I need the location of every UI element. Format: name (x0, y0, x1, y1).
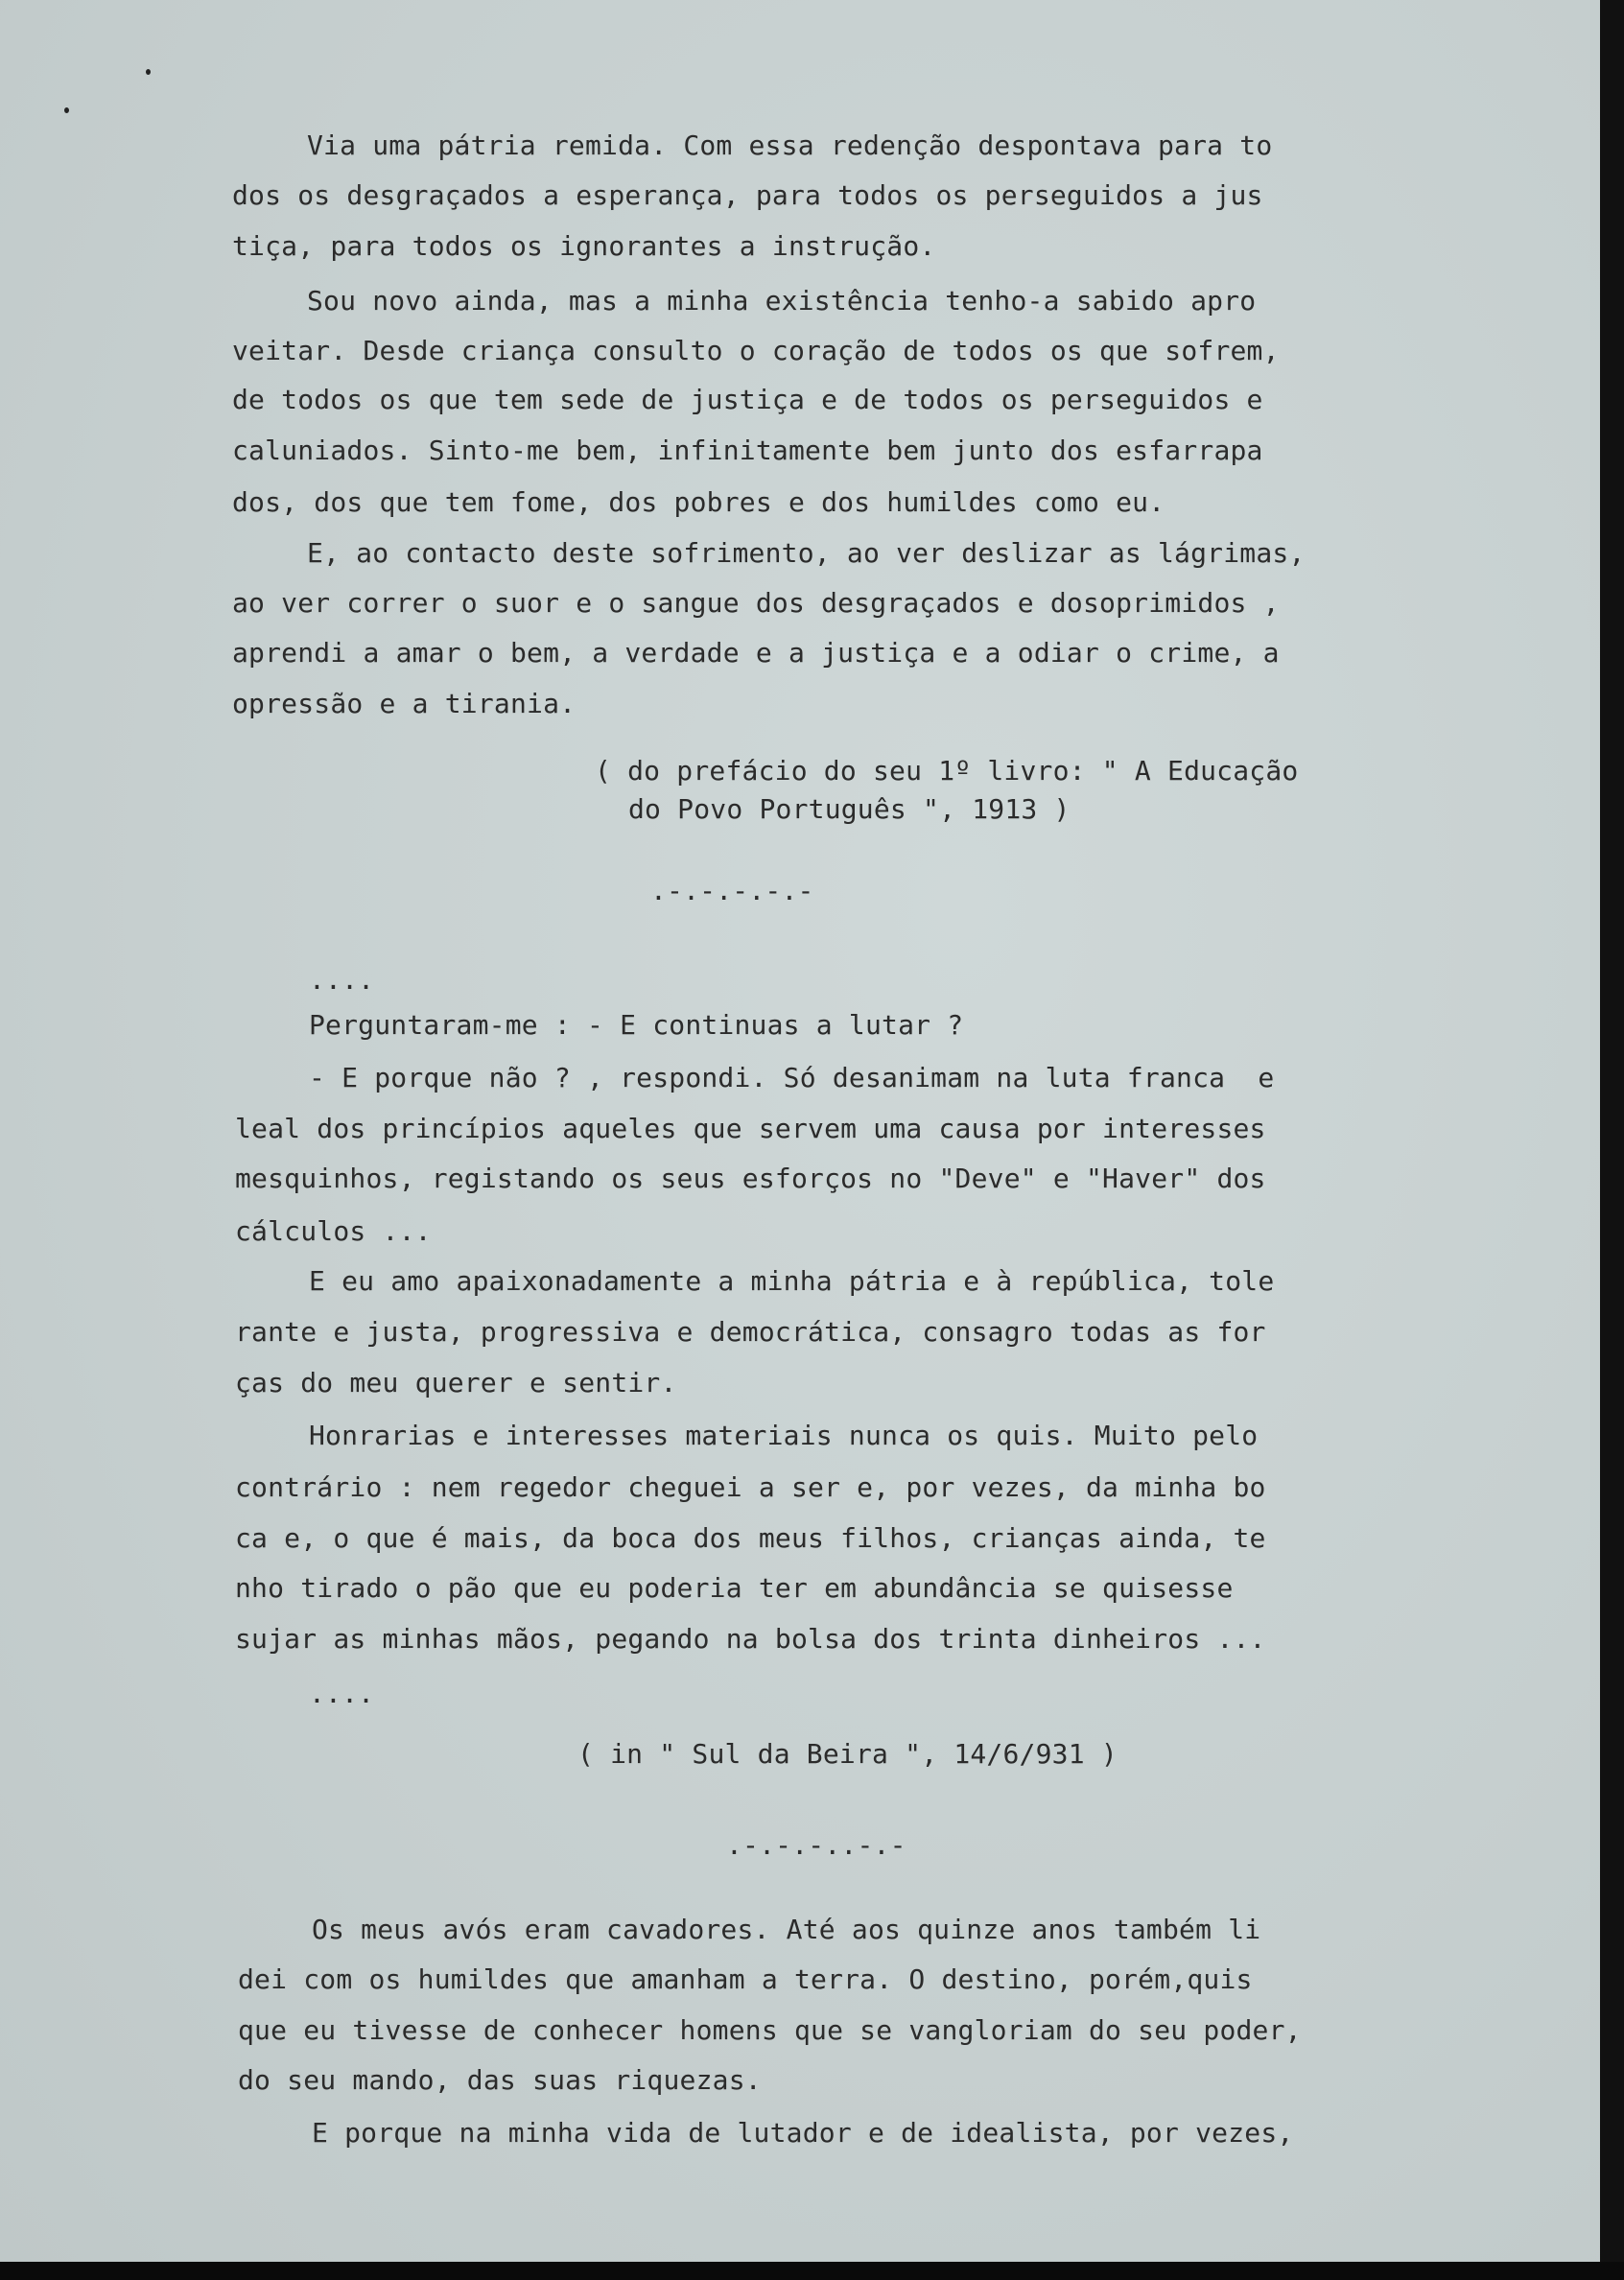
ink-speck (146, 69, 151, 75)
citation-line: ( in " Sul da Beira ", 14/6/931 ) (577, 1738, 1118, 1770)
text-line: veitar. Desde criança consulto o coração de todos os que sofrem, (232, 335, 1280, 366)
text-line: dos, dos que tem fome, dos pobres e dos humildes como eu. (232, 486, 1165, 518)
scan-border-bottom (0, 2262, 1624, 2280)
text-line: ças do meu querer e sentir. (235, 1367, 677, 1399)
text-line: E porque na minha vida de lutador e de idealista, por vezes, (312, 2117, 1294, 2149)
text-line: E, ao contacto deste sofrimento, ao ver deslizar as lágrimas, (307, 537, 1306, 569)
separator: .-.-.-..-.- (726, 1829, 906, 1861)
ink-speck (64, 107, 69, 113)
text-line: rante e justa, progressiva e democrática, consagro todas as for (235, 1316, 1266, 1348)
text-line: dos os desgraçados a esperança, para todos os perseguidos a jus (232, 179, 1263, 211)
separator: .-.-.-.-.- (650, 875, 814, 906)
text-line: mesquinhos, registando os seus esforços no "Deve" e "Haver" dos (235, 1163, 1266, 1194)
text-line: leal dos princípios aqueles que servem uma causa por interesses (235, 1113, 1266, 1144)
citation-line: ( do prefácio do seu 1º livro: " A Educação (595, 755, 1299, 787)
text-line: - E porque não ? , respondi. Só desanimam na luta franca e (309, 1062, 1275, 1093)
text-line: caluniados. Sinto-me bem, infinitamente bem junto dos esfarrapa (232, 435, 1263, 466)
text-line: Via uma pátria remida. Com essa redenção despontava para to (307, 129, 1273, 161)
text-line: Perguntaram-me : - E continuas a lutar ? (309, 1009, 964, 1041)
text-line: Honrarias e interesses materiais nunca os quis. Muito pelo (309, 1420, 1259, 1451)
text-line: ao ver correr o suor e o sangue dos desgraçados e dosoprimidos , (232, 587, 1280, 619)
text-line: sujar as minhas mãos, pegando na bolsa dos trinta dinheiros ... (235, 1623, 1266, 1655)
text-line: contrário : nem regedor cheguei a ser e, por vezes, da minha bo (235, 1471, 1266, 1503)
ellipsis: .... (309, 1678, 375, 1709)
text-line: E eu amo apaixonadamente a minha pátria e à república, tole (309, 1265, 1275, 1297)
text-line: que eu tivesse de conhecer homens que se vangloriam do seu poder, (238, 2014, 1302, 2046)
ellipsis: .... (309, 964, 375, 996)
citation-line: do Povo Português ", 1913 ) (628, 793, 1071, 825)
text-line: cálculos ... (235, 1215, 432, 1247)
text-line: do seu mando, das suas riquezas. (238, 2064, 762, 2096)
scan-border-right (1600, 0, 1624, 2280)
text-line: Sou novo ainda, mas a minha existência tenho-a sabido apro (307, 285, 1257, 317)
text-line: aprendi a amar o bem, a verdade e a justiça e a odiar o crime, a (232, 637, 1280, 669)
text-line: nho tirado o pão que eu poderia ter em abundância se quisesse (235, 1572, 1234, 1604)
text-line: ca e, o que é mais, da boca dos meus filhos, crianças ainda, te (235, 1522, 1266, 1554)
text-line: dei com os humildes que amanham a terra. O destino, porém,quis (238, 1963, 1253, 1995)
text-line: Os meus avós eram cavadores. Até aos quinze anos também li (312, 1914, 1261, 1945)
text-line: tiça, para todos os ignorantes a instrução. (232, 230, 936, 262)
text-line: opressão e a tirania. (232, 688, 577, 719)
text-line: de todos os que tem sede de justiça e de todos os perseguidos e (232, 384, 1263, 415)
